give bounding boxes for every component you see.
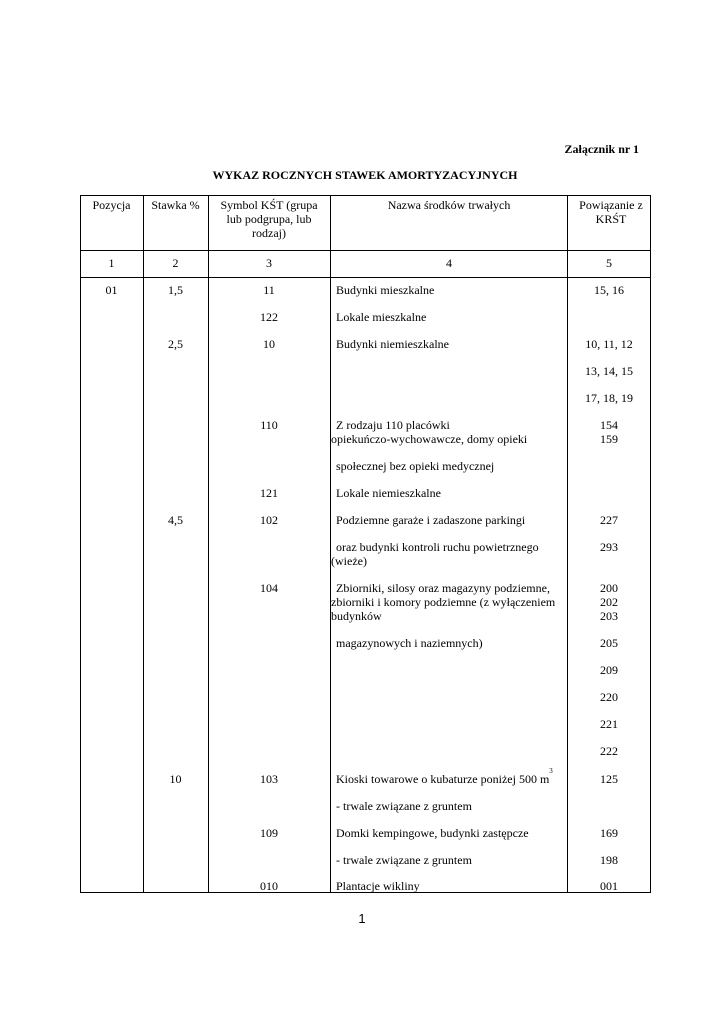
cell-nazwa: magazynowych i naziemnych) xyxy=(336,636,483,650)
column-number: 3 xyxy=(266,256,272,270)
cell-nazwa-text: Kioski towarowe o kubaturze poniżej 500 m xyxy=(336,772,550,786)
cell-nazwa: - trwale związane z gruntem xyxy=(336,799,472,813)
document-title: WYKAZ ROCZNYCH STAWEK AMORTYZACYJNYCH xyxy=(212,168,518,182)
header-symbol-kst: Symbol KŚT (grupa lub podgrupa, lub rodzaj) xyxy=(220,198,318,240)
cell-powiazanie: 222 xyxy=(600,744,618,758)
cell-symbol: 110 xyxy=(260,418,278,432)
page-number: 1 xyxy=(358,911,366,926)
cell-nazwa: (wieże) xyxy=(331,554,367,568)
column-number: 2 xyxy=(172,256,179,270)
number-row-bottom-border xyxy=(80,277,651,278)
cell-powiazanie: 293 xyxy=(600,540,618,554)
cell-nazwa: - trwale związane z gruntem xyxy=(336,853,472,867)
cell-stawka: 10 xyxy=(169,772,182,786)
cell-nazwa: budynków xyxy=(331,609,382,623)
table-top-border xyxy=(80,195,651,196)
cell-powiazanie: 200 xyxy=(600,581,618,595)
column-border xyxy=(143,195,144,893)
cell-powiazanie: 227 xyxy=(600,513,618,527)
header-nazwa: Nazwa środków trwałych xyxy=(387,198,511,212)
header-pozycja: Pozycja xyxy=(92,198,131,212)
cell-nazwa: Podziemne garaże i zadaszone parkingi xyxy=(336,513,526,527)
cell-powiazanie: 209 xyxy=(600,663,618,677)
cell-symbol: 121 xyxy=(260,486,278,500)
cell-nazwa: Lokale niemieszkalne xyxy=(336,486,441,500)
annex-label: Załącznik nr 1 xyxy=(564,142,639,156)
cell-nazwa: Budynki niemieszkalne xyxy=(336,337,449,351)
superscript-3: 3 xyxy=(549,767,553,775)
cell-nazwa xyxy=(331,767,572,786)
column-number: 5 xyxy=(606,256,612,270)
cell-powiazanie: 221 xyxy=(600,717,618,731)
cell-powiazanie: 15, 16 xyxy=(594,283,624,297)
cell-symbol: 11 xyxy=(263,283,275,297)
cell-powiazanie: 220 xyxy=(600,690,618,704)
cell-powiazanie: 198 xyxy=(600,853,618,867)
cell-nazwa: Budynki mieszkalne xyxy=(336,283,435,297)
cell-symbol: 109 xyxy=(260,826,278,840)
cell-powiazanie: 17, 18, 19 xyxy=(585,391,633,405)
column-number: 1 xyxy=(108,256,115,270)
cell-powiazanie: 203 xyxy=(600,609,618,623)
cell-nazwa: oraz budynki kontroli ruchu powietrznego xyxy=(336,540,539,554)
cell-pozycja: 01 xyxy=(105,283,118,297)
column-number: 4 xyxy=(446,256,452,270)
header-bottom-border xyxy=(80,250,651,251)
cell-nazwa: Lokale mieszkalne xyxy=(336,310,427,324)
cell-symbol: 10 xyxy=(263,337,275,351)
header-stawka: Stawka % xyxy=(151,198,200,212)
cell-powiazanie: 001 xyxy=(600,879,618,893)
cell-symbol: 103 xyxy=(260,772,278,786)
cell-powiazanie: 205 xyxy=(600,636,618,650)
cell-nazwa: opiekuńczo-wychowawcze, domy opieki xyxy=(331,432,528,446)
cell-powiazanie: 154 xyxy=(600,418,618,432)
cell-stawka: 4,5 xyxy=(168,513,183,527)
cell-nazwa: Domki kempingowe, budynki zastępcze xyxy=(336,826,529,840)
column-border xyxy=(208,195,209,893)
cell-symbol: 102 xyxy=(260,513,278,527)
cell-powiazanie: 13, 14, 15 xyxy=(585,364,633,378)
column-border xyxy=(80,195,81,893)
cell-powiazanie: 169 xyxy=(600,826,618,840)
cell-powiazanie: 159 xyxy=(600,432,618,446)
cell-nazwa: Plantacje wikliny xyxy=(336,879,420,893)
cell-nazwa: zbiorniki i komory podziemne (z wyłączeniem xyxy=(331,595,556,609)
cell-powiazanie: 202 xyxy=(600,595,618,609)
cell-symbol: 104 xyxy=(260,581,278,595)
cell-nazwa: Zbiorniki, silosy oraz magazyny podziemne, xyxy=(336,581,550,595)
cell-powiazanie: 10, 11, 12 xyxy=(585,337,633,351)
cell-powiazanie: 125 xyxy=(600,772,618,786)
cell-nazwa: Z rodzaju 110 placówki xyxy=(336,418,450,432)
cell-symbol: 122 xyxy=(260,310,278,324)
cell-stawka: 2,5 xyxy=(168,337,183,351)
cell-nazwa: społecznej bez opieki medycznej xyxy=(336,459,495,473)
cell-symbol: 010 xyxy=(260,879,278,893)
cell-stawka: 1,5 xyxy=(168,283,183,297)
header-powiazanie: Powiązanie z KRŚT xyxy=(579,198,643,226)
